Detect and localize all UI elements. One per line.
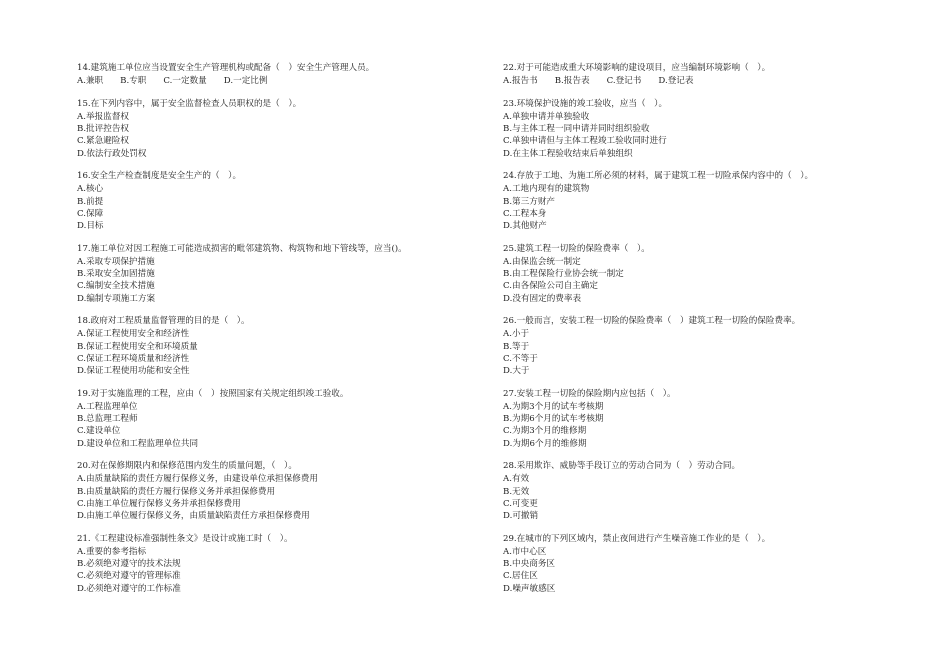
option-d: D.必须绝对遵守的工作标准 [77, 583, 181, 594]
option-d: D.噪声敏感区 [503, 583, 556, 594]
question-stem: 23.环境保护设施的竣工验收，应当（ ）。 [503, 98, 668, 109]
question-stem: 25.建筑工程一切险的保险费率（ ）。 [503, 243, 650, 254]
option-d: D.编制专项施工方案 [77, 293, 156, 304]
question-stem: 26.一般而言，安装工程一切险的保险费率（ ）建筑工程一切险的保险费率。 [503, 316, 801, 327]
option-a: A.小于 [503, 329, 530, 340]
option-c: C.为期3个月的维修期 [503, 426, 587, 437]
option-c: C.一定数量 [163, 76, 207, 87]
option-c: C.编制安全技术措施 [77, 281, 155, 292]
question-stem: 28.采用欺诈、威胁等手段订立的劳动合同为（ ）劳动合同。 [503, 461, 741, 472]
options-row [503, 75, 903, 87]
option-c: C.工程本身 [503, 208, 547, 219]
question-20 [77, 460, 477, 522]
option-a: A.由保监会统一制定 [503, 256, 581, 267]
question-stem: 16.安全生产检查制度是安全生产的（ ）。 [77, 171, 242, 182]
question-17 [77, 243, 477, 305]
option-c: C.必须绝对遵守的管理标准 [77, 571, 181, 582]
option-b: B.报告表 [554, 76, 590, 87]
option-d: D.建设单位和工程监理单位共同 [77, 438, 199, 449]
option-b: B.无效 [503, 486, 530, 497]
option-d: D.依法行政处罚权 [77, 148, 147, 159]
option-d: D.保证工程使用功能和安全性 [77, 366, 190, 377]
option-b: B.专职 [120, 76, 147, 87]
option-c: C.建设单位 [77, 426, 121, 437]
option-b: B.采取安全加固措施 [77, 269, 155, 280]
options-row [77, 75, 477, 87]
option-a: A.工地内现有的建筑物 [503, 184, 590, 195]
question-16 [77, 170, 477, 232]
question-stem: 29.在城市的下列区域内，禁止夜间进行产生噪音施工作业的是（ ）。 [503, 533, 771, 544]
question-22 [503, 62, 903, 88]
question-29 [503, 533, 903, 595]
option-c: C.登记书 [606, 76, 642, 87]
option-b: B.由质量缺陷的责任方履行保修义务并承担保修费用 [77, 486, 276, 497]
question-stem: 22.对于可能造成重大环境影响的建设项目，应当编制环境影响（ ）。 [503, 63, 771, 73]
option-a: A.市中心区 [503, 546, 547, 557]
question-stem: 24.存放于工地、为施工所必须的材料，属于建筑工程一切险承保内容中的（ ）。 [503, 171, 814, 182]
option-b: B.批评控告权 [77, 124, 130, 135]
question-stem: 19.对于实施监理的工程，应由（ ）按照国家有关规定组织竣工验收。 [77, 388, 349, 399]
option-b: B.第三方财产 [503, 196, 556, 207]
option-d: D.登记表 [658, 76, 694, 87]
option-a: A.为期3个月的试车考核期 [503, 401, 604, 412]
option-b: B.总监理工程师 [77, 414, 138, 425]
option-a: A.兼职 [77, 76, 104, 87]
question-stem: 15.在下列内容中，属于安全监督检查人员职权的是（ ）。 [77, 98, 302, 109]
question-23 [503, 98, 903, 160]
option-c: C.居住区 [503, 571, 538, 582]
question-28 [503, 460, 903, 522]
option-b: B.前提 [77, 196, 104, 207]
option-c: C.保障 [77, 208, 104, 219]
option-c: C.可变更 [503, 498, 538, 509]
question-27 [503, 388, 903, 450]
option-d: D.一定比例 [223, 76, 268, 87]
option-d: D.可撤销 [503, 511, 539, 522]
question-stem: 17.施工单位对因工程施工可能造成损害的毗邻建筑物、构筑物和地下管线等，应当()。 [77, 243, 407, 254]
question-stem: 27.安装工程一切险的保险期内应包括（ ）。 [503, 388, 676, 399]
option-b: B.由工程保险行业协会统一制定 [503, 269, 624, 280]
left-column [77, 62, 477, 605]
option-a: A.核心 [77, 184, 104, 195]
question-19 [77, 388, 477, 450]
option-d: D.没有固定的费率表 [503, 293, 582, 304]
option-b: B.必须绝对遵守的技术法规 [77, 559, 181, 570]
option-c: C.紧急避险权 [77, 136, 129, 147]
option-a: A.有效 [503, 474, 530, 485]
question-21 [77, 533, 477, 595]
option-a: A.举报监督权 [77, 111, 129, 122]
option-d: D.大于 [503, 366, 530, 377]
option-d: D.由施工单位履行保修义务，由质量缺陷责任方承担保修费用 [77, 511, 310, 522]
option-c: C.单独申请但与主体工程竣工验收同时进行 [503, 136, 667, 147]
option-d: D.其他财产 [503, 221, 547, 232]
option-c: C.不等于 [503, 353, 538, 364]
option-d: D.为期6个月的维修期 [503, 438, 587, 449]
question-15 [77, 98, 477, 160]
question-25 [503, 243, 903, 305]
option-a: A.重要的参考指标 [77, 546, 147, 557]
option-c: C.由各保险公司自主确定 [503, 281, 598, 292]
question-26 [503, 315, 903, 377]
question-18 [77, 315, 477, 377]
option-c: C.保证工程环境质量和经济性 [77, 353, 190, 364]
right-column [503, 62, 903, 605]
option-a: A.单独申请并单独验收 [503, 111, 590, 122]
option-a: A.保证工程使用安全和经济性 [77, 329, 190, 340]
option-b: B.保证工程使用安全和环境质量 [77, 341, 198, 352]
question-stem: 21.《工程建设标准强制性条文》是设计或施工时（ ）。 [77, 533, 293, 544]
option-b: B.与主体工程一同申请并同时组织验收 [503, 124, 650, 135]
question-14 [77, 62, 477, 88]
question-stem: 18.政府对工程质量监督管理的目的是（ ）。 [77, 316, 250, 327]
option-a: A.采取专项保护措施 [77, 256, 155, 267]
option-a: A.报告书 [503, 76, 538, 87]
question-stem: 20.对在保修期限内和保修范围内发生的质量问题，（ ）。 [77, 461, 297, 472]
question-stem: 14.建筑施工单位应当设置安全生产管理机构或配备（ ）安全生产管理人员。 [77, 63, 375, 73]
option-b: B.为期6个月的试车考核期 [503, 414, 604, 425]
option-b: B.等于 [503, 341, 530, 352]
option-a: A.由质量缺陷的责任方履行保修义务，由建设单位承担保修费用 [77, 474, 318, 485]
option-b: B.中央商务区 [503, 559, 556, 570]
option-a: A.工程监理单位 [77, 401, 138, 412]
option-d: D.在主体工程验收结束后单独组织 [503, 148, 633, 159]
option-d: D.目标 [77, 221, 104, 232]
option-c: C.由施工单位履行保修义务并承担保修费用 [77, 498, 241, 509]
question-24 [503, 170, 903, 232]
